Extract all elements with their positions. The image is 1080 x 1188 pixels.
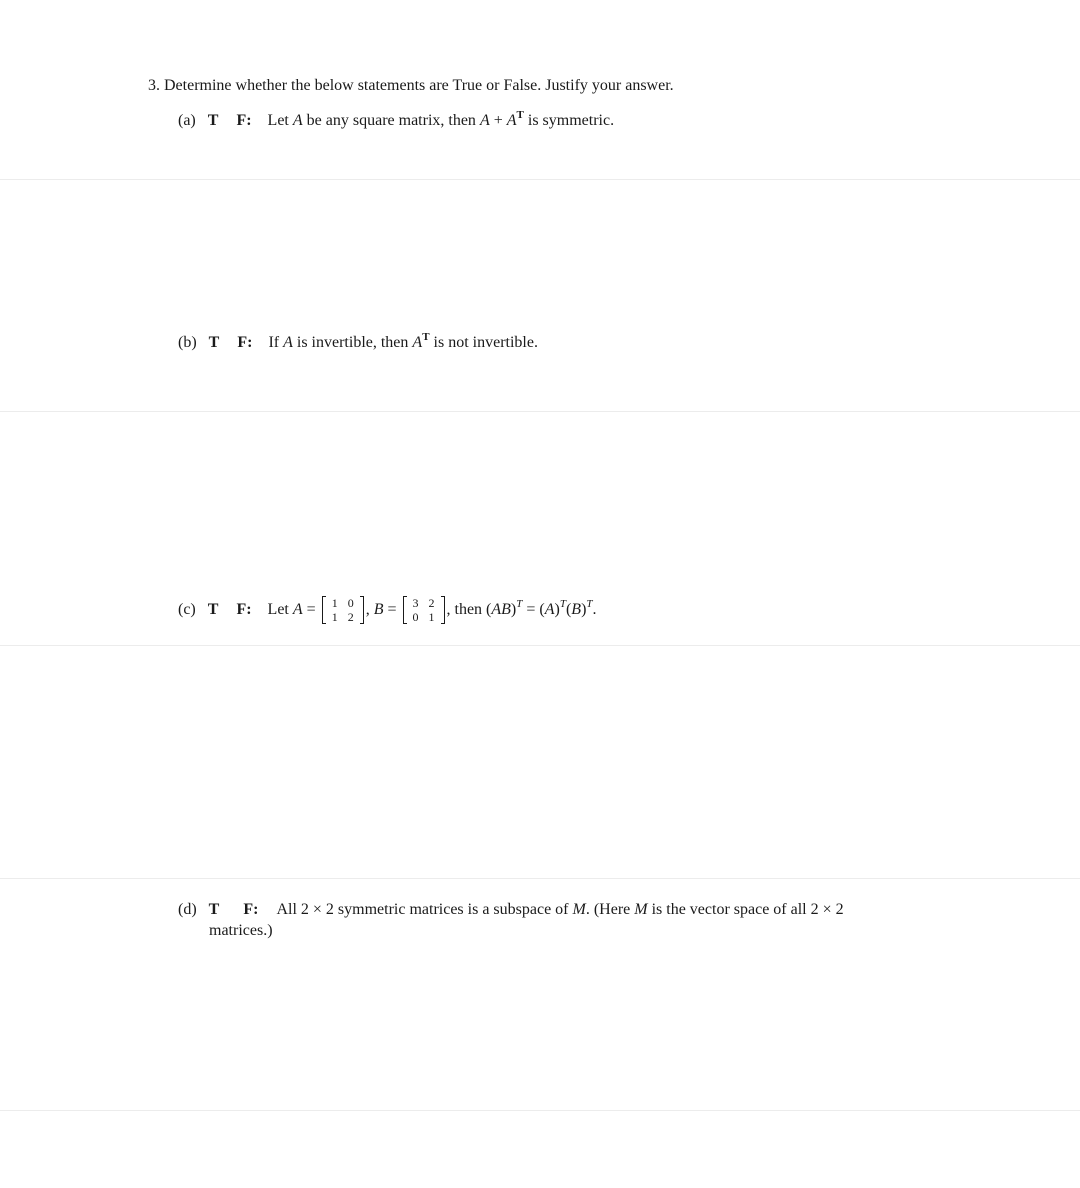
part-d xyxy=(178,900,844,920)
answer-space-divider xyxy=(0,645,1080,646)
part-b-label: (b) xyxy=(178,334,197,351)
part-a-label: (a) xyxy=(178,112,196,129)
part-b-statement: If A is invertible, then $A^T$ is not invertible. xyxy=(268,331,538,351)
part-a-statement: Let A be any square matrix, then $A + A^T$ is symmetric. xyxy=(267,109,615,129)
part-d-statement: All 2 × 2 symmetric matrices is a subspace of M. (Here M is the vector space of all 2 × 2 xyxy=(276,901,844,918)
true-option[interactable]: T xyxy=(207,601,219,618)
question-intro: Determine whether the below statements are True or False. Justify your answer. xyxy=(164,77,674,94)
true-option[interactable]: T xyxy=(208,901,220,918)
part-c-label: (c) xyxy=(178,601,196,618)
answer-space-divider xyxy=(0,411,1080,412)
false-option[interactable]: F: xyxy=(236,112,252,129)
part-d-continuation: matrices.) xyxy=(209,922,273,939)
false-option[interactable]: F: xyxy=(236,601,252,618)
question-header xyxy=(148,76,674,96)
true-option[interactable]: T xyxy=(207,112,219,129)
question-number: 3. xyxy=(148,77,160,94)
part-d-label: (d) xyxy=(178,901,197,918)
false-option[interactable]: F: xyxy=(237,334,253,351)
part-b xyxy=(178,333,538,354)
false-option[interactable]: F: xyxy=(243,901,259,918)
answer-space-divider xyxy=(0,878,1080,879)
answer-space-divider xyxy=(0,1110,1080,1111)
matrix-b: 3 2 0 1 xyxy=(403,596,445,624)
answer-space-divider xyxy=(0,179,1080,180)
part-a xyxy=(178,111,614,132)
matrix-a: 1 0 1 2 xyxy=(322,596,364,624)
part-c xyxy=(178,592,597,629)
true-option[interactable]: T xyxy=(208,334,220,351)
part-c-statement: Let A = 1 0 1 2 , B = 3 2 0 1 , then $(AB)^T = (A)^T(B)^T$. xyxy=(267,596,597,625)
